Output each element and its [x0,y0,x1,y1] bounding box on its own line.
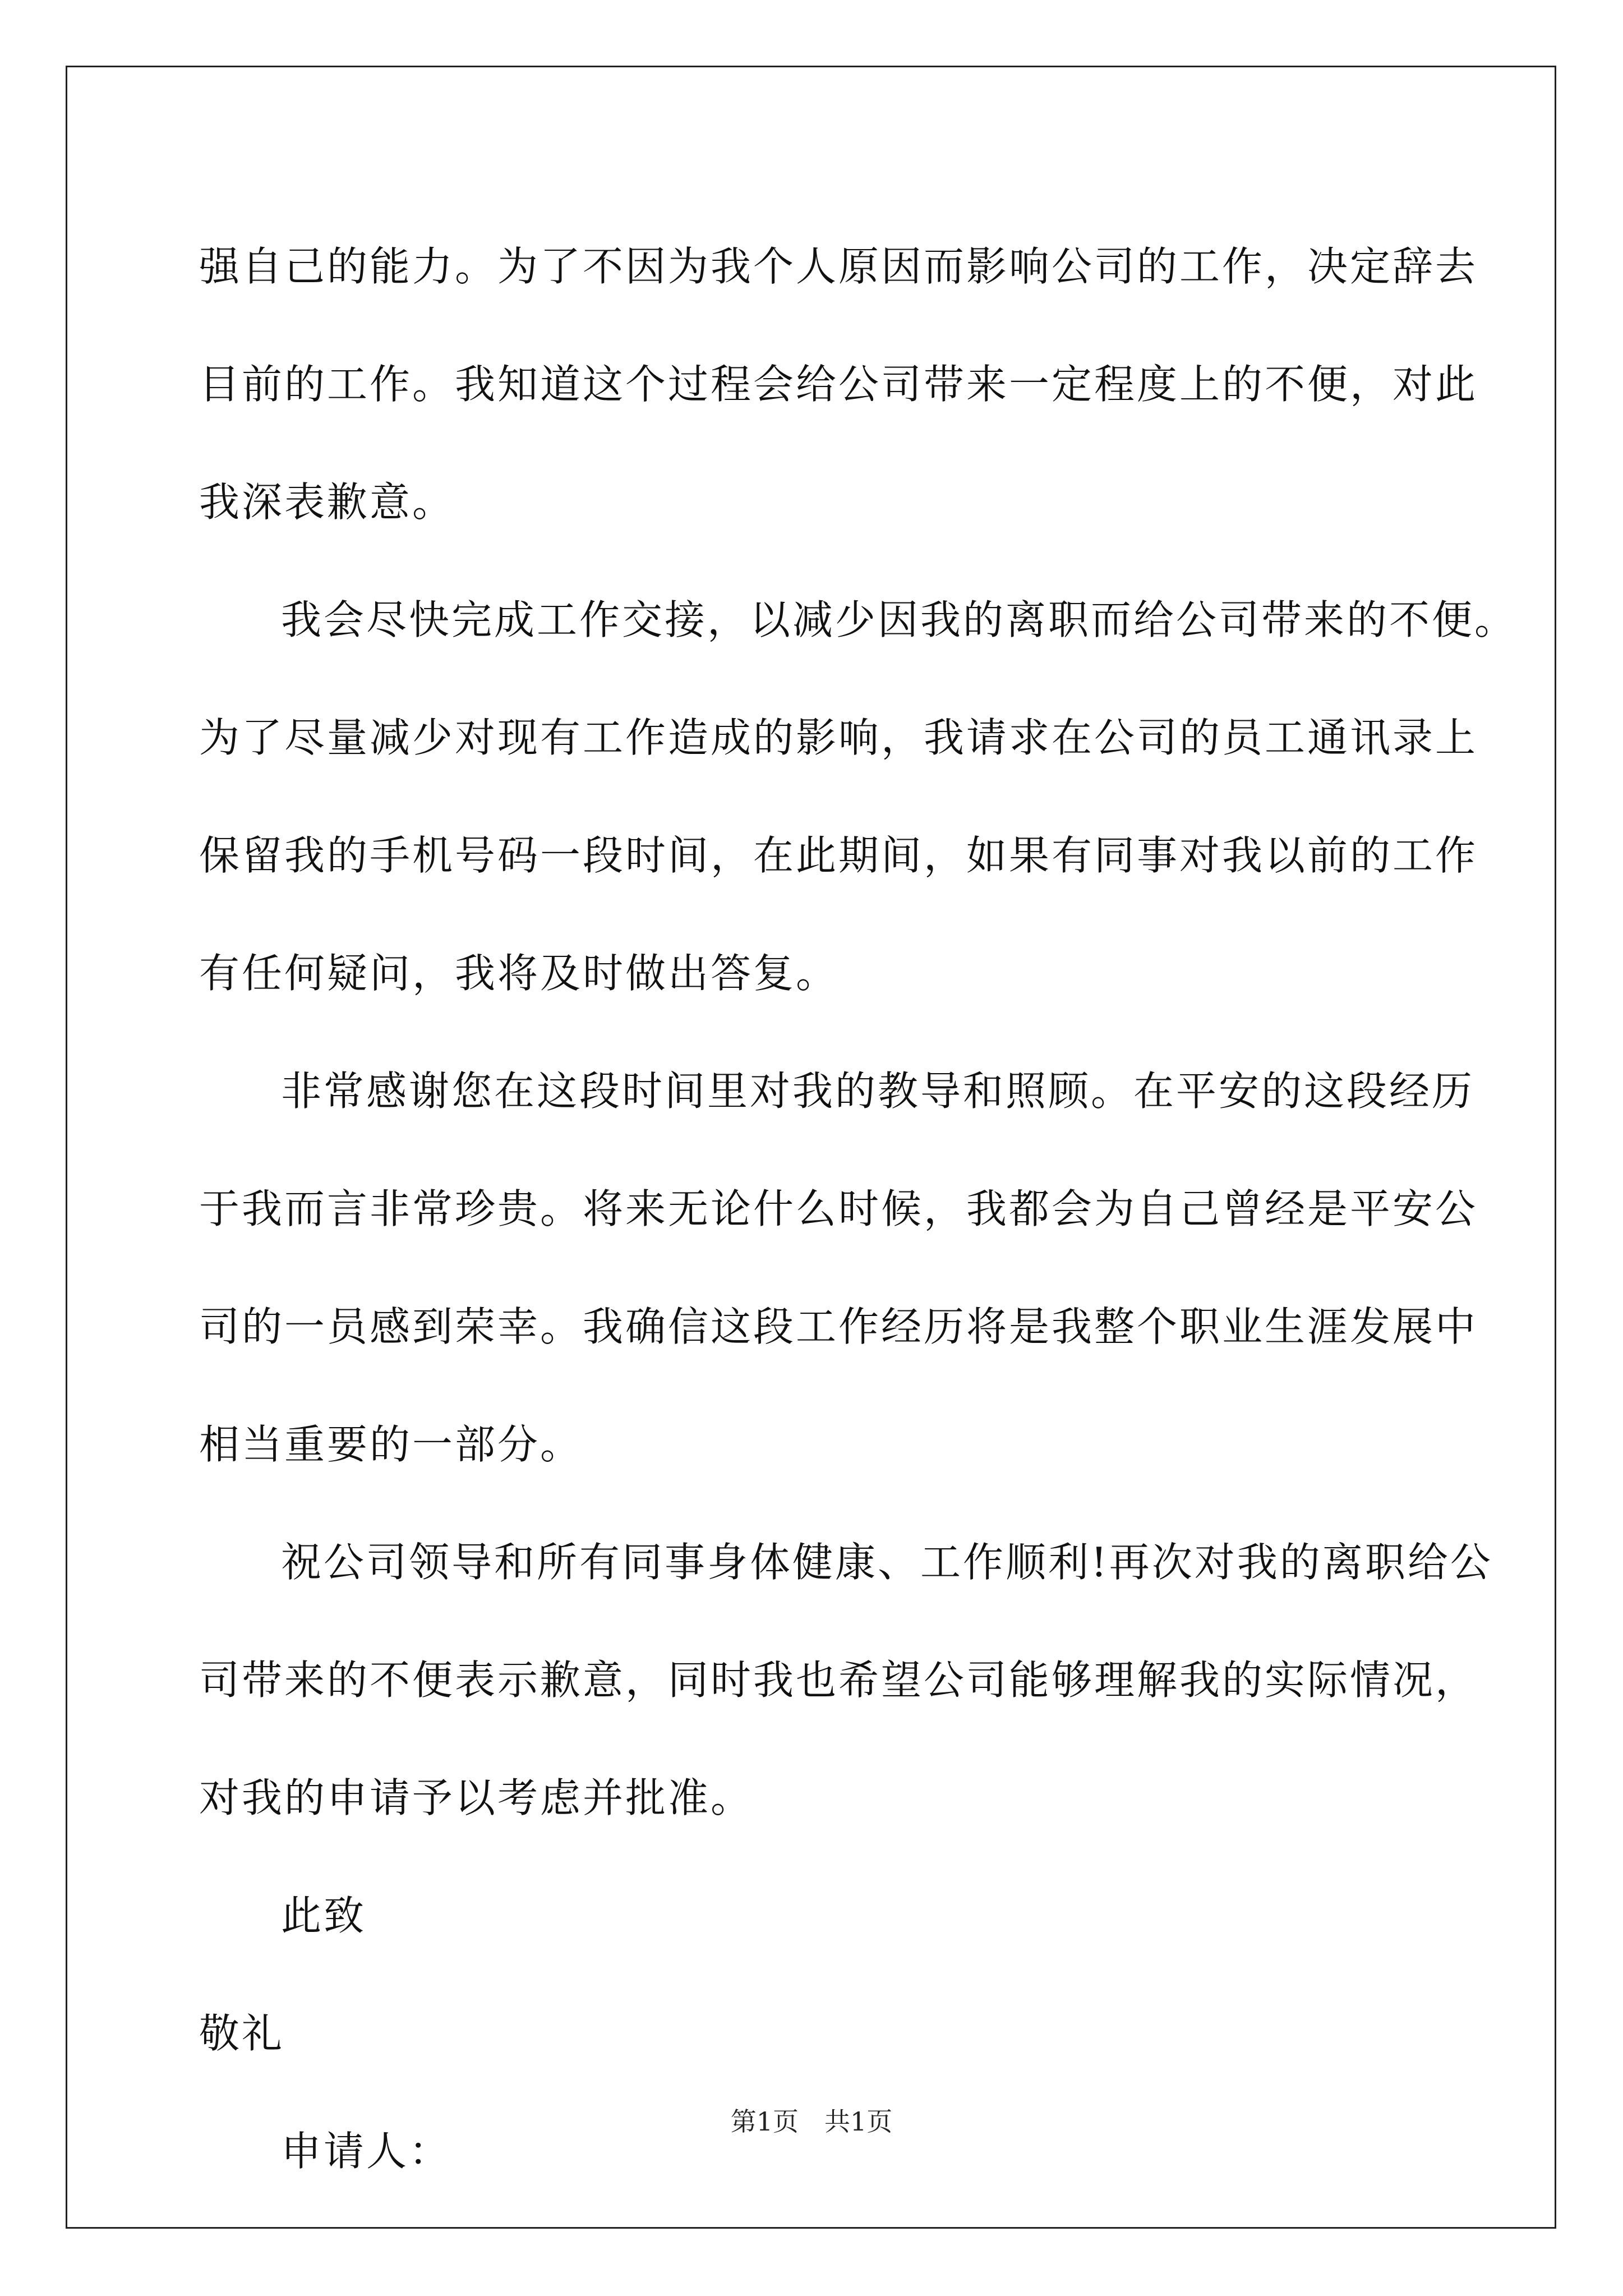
text-line: 目前的工作。我知道这个过程会给公司带来一定程度上的不便，对此 [199,361,1478,408]
salutation-line: 敬礼 [199,2010,285,2057]
text-line: 对我的申请予以考虑并批准。 [199,1774,754,1821]
page-footer: 第1页 共1页 [730,2106,893,2137]
text-line: 我深表歉意。 [199,478,455,526]
text-line: 祝公司领导和所有同事身体健康、工作顺利!再次对我的离职给公 [281,1539,1493,1586]
text-line: 相当重要的一部分。 [199,1421,583,1468]
letter-body [199,208,1518,2210]
text-line: 于我而言非常珍贵。将来无论什么时候，我都会为自己曾经是平安公 [199,1185,1478,1232]
text-line: 司的一员感到荣幸。我确信这段工作经历将是我整个职业生涯发展中 [199,1303,1478,1350]
text-line: 非常感谢您在这段时间里对我的教导和照顾。在平安的这段经历 [281,1068,1475,1115]
text-line: 我会尽快完成工作交接，以减少因我的离职而给公司带来的不便。 [281,596,1518,643]
text-line: 司带来的不便表示歉意，同时我也希望公司能够理解我的实际情况， [199,1657,1478,1704]
text-line: 保留我的手机号码一段时间，在此期间，如果有同事对我以前的工作 [199,832,1478,879]
text-line: 有任何疑问，我将及时做出答复。 [199,950,839,997]
closing-line: 此致 [281,1892,367,1939]
applicant-line: 申请人： [281,2128,452,2175]
text-line: 强自己的能力。为了不因为我个人原因而影响公司的工作，决定辞去 [199,243,1478,290]
text-line: 为了尽量减少对现有工作造成的影响，我请求在公司的员工通讯录上 [199,714,1478,761]
